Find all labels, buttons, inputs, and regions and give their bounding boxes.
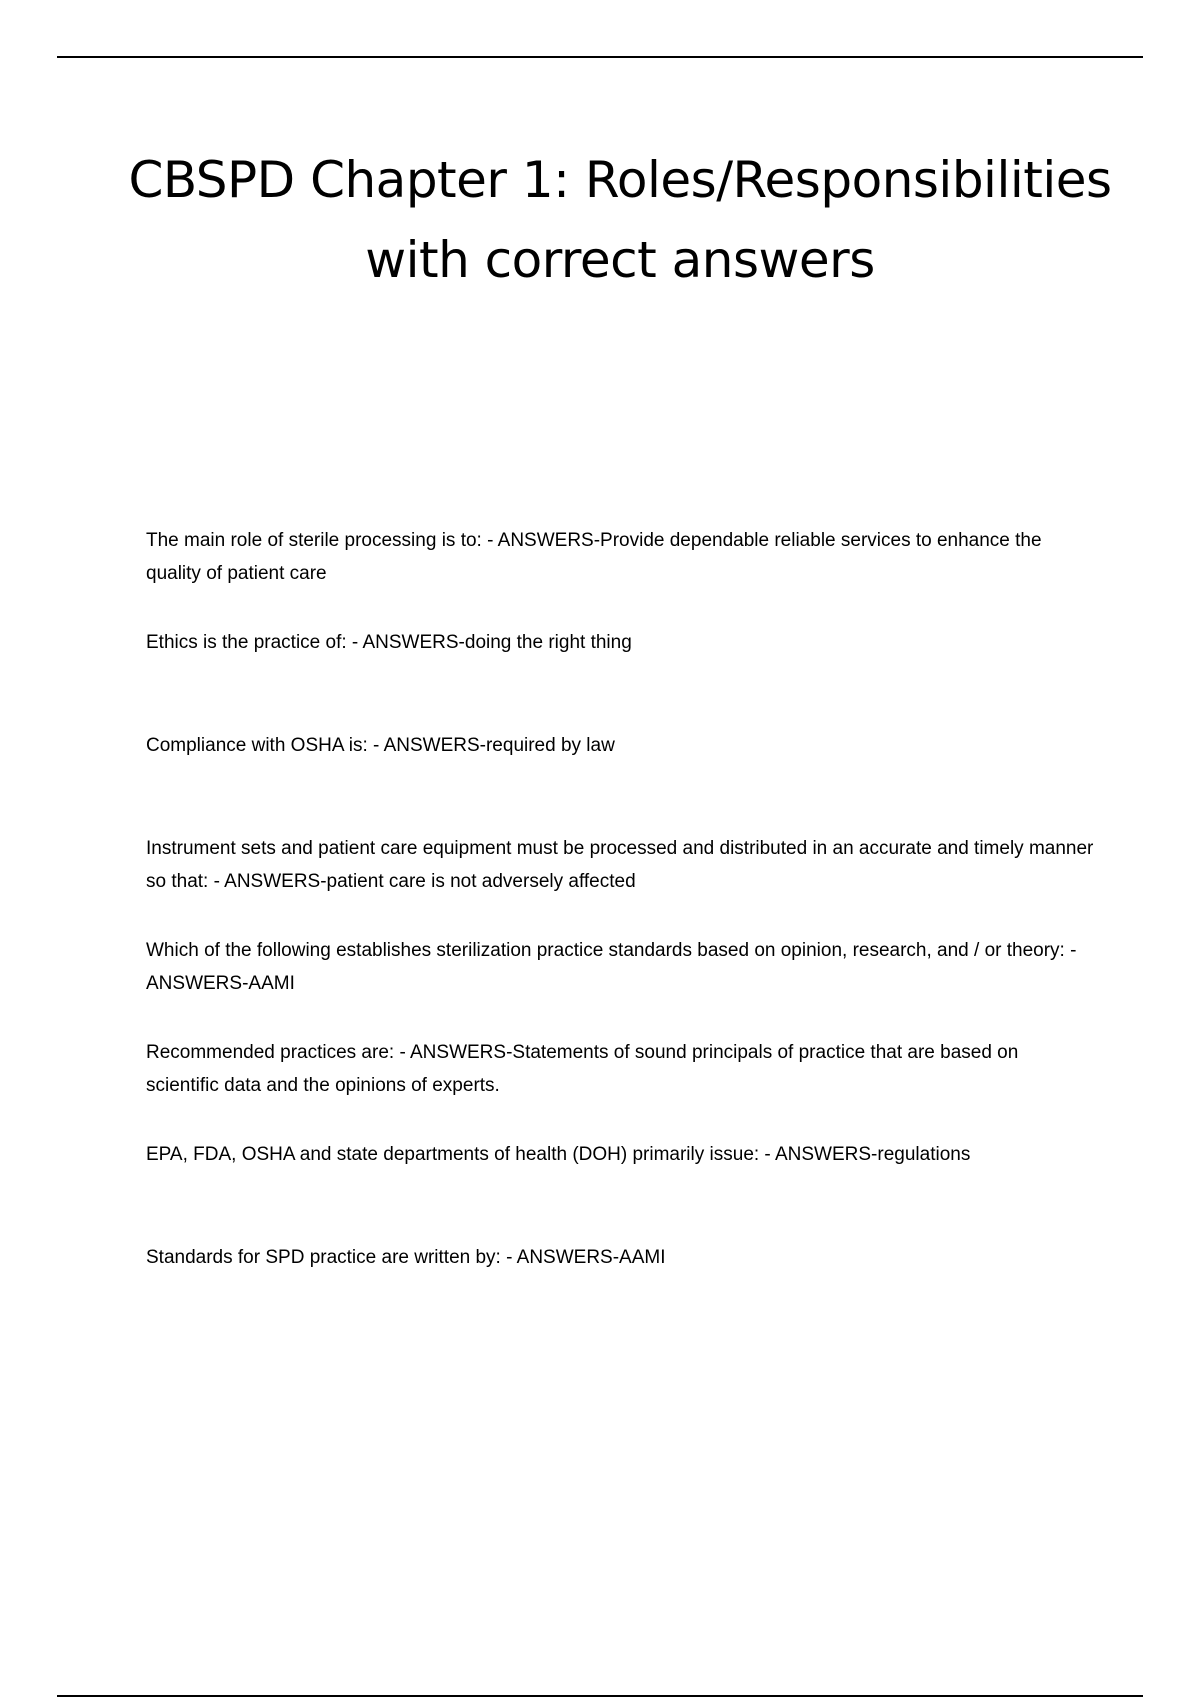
qa-item: Standards for SPD practice are written by: - ANSWERS-AAMI xyxy=(146,1247,666,1268)
qa-item: Ethics is the practice of: - ANSWERS-doing the right thing xyxy=(146,632,632,653)
bottom-rule xyxy=(57,1695,1143,1697)
qa-item: EPA, FDA, OSHA and state departments of health (DOH) primarily issue: - ANSWERS-regulations xyxy=(146,1144,971,1165)
qa-item: Recommended practices are: - ANSWERS-Statements of sound principals of practice that are based on scientific data and the opinions of experts. xyxy=(146,1042,1019,1096)
qa-item: Which of the following establishes sterilization practice standards based on opinion, research, and / or theory: - ANSWERS-AAMI xyxy=(146,940,1077,994)
qa-item: Instrument sets and patient care equipment must be processed and distributed in an accurate and timely manner so that: - ANSWERS-patient care is not adversely affected xyxy=(146,838,1094,892)
document-title: CBSPD Chapter 1: Roles/Responsibilities with correct answers xyxy=(128,151,1112,289)
qa-item: The main role of sterile processing is to: - ANSWERS-Provide dependable reliable services to enhance the quality of patient care xyxy=(146,530,1042,584)
qa-item: Compliance with OSHA is: - ANSWERS-required by law xyxy=(146,735,615,756)
top-rule xyxy=(57,56,1143,58)
question-answer-list xyxy=(146,524,1096,1344)
